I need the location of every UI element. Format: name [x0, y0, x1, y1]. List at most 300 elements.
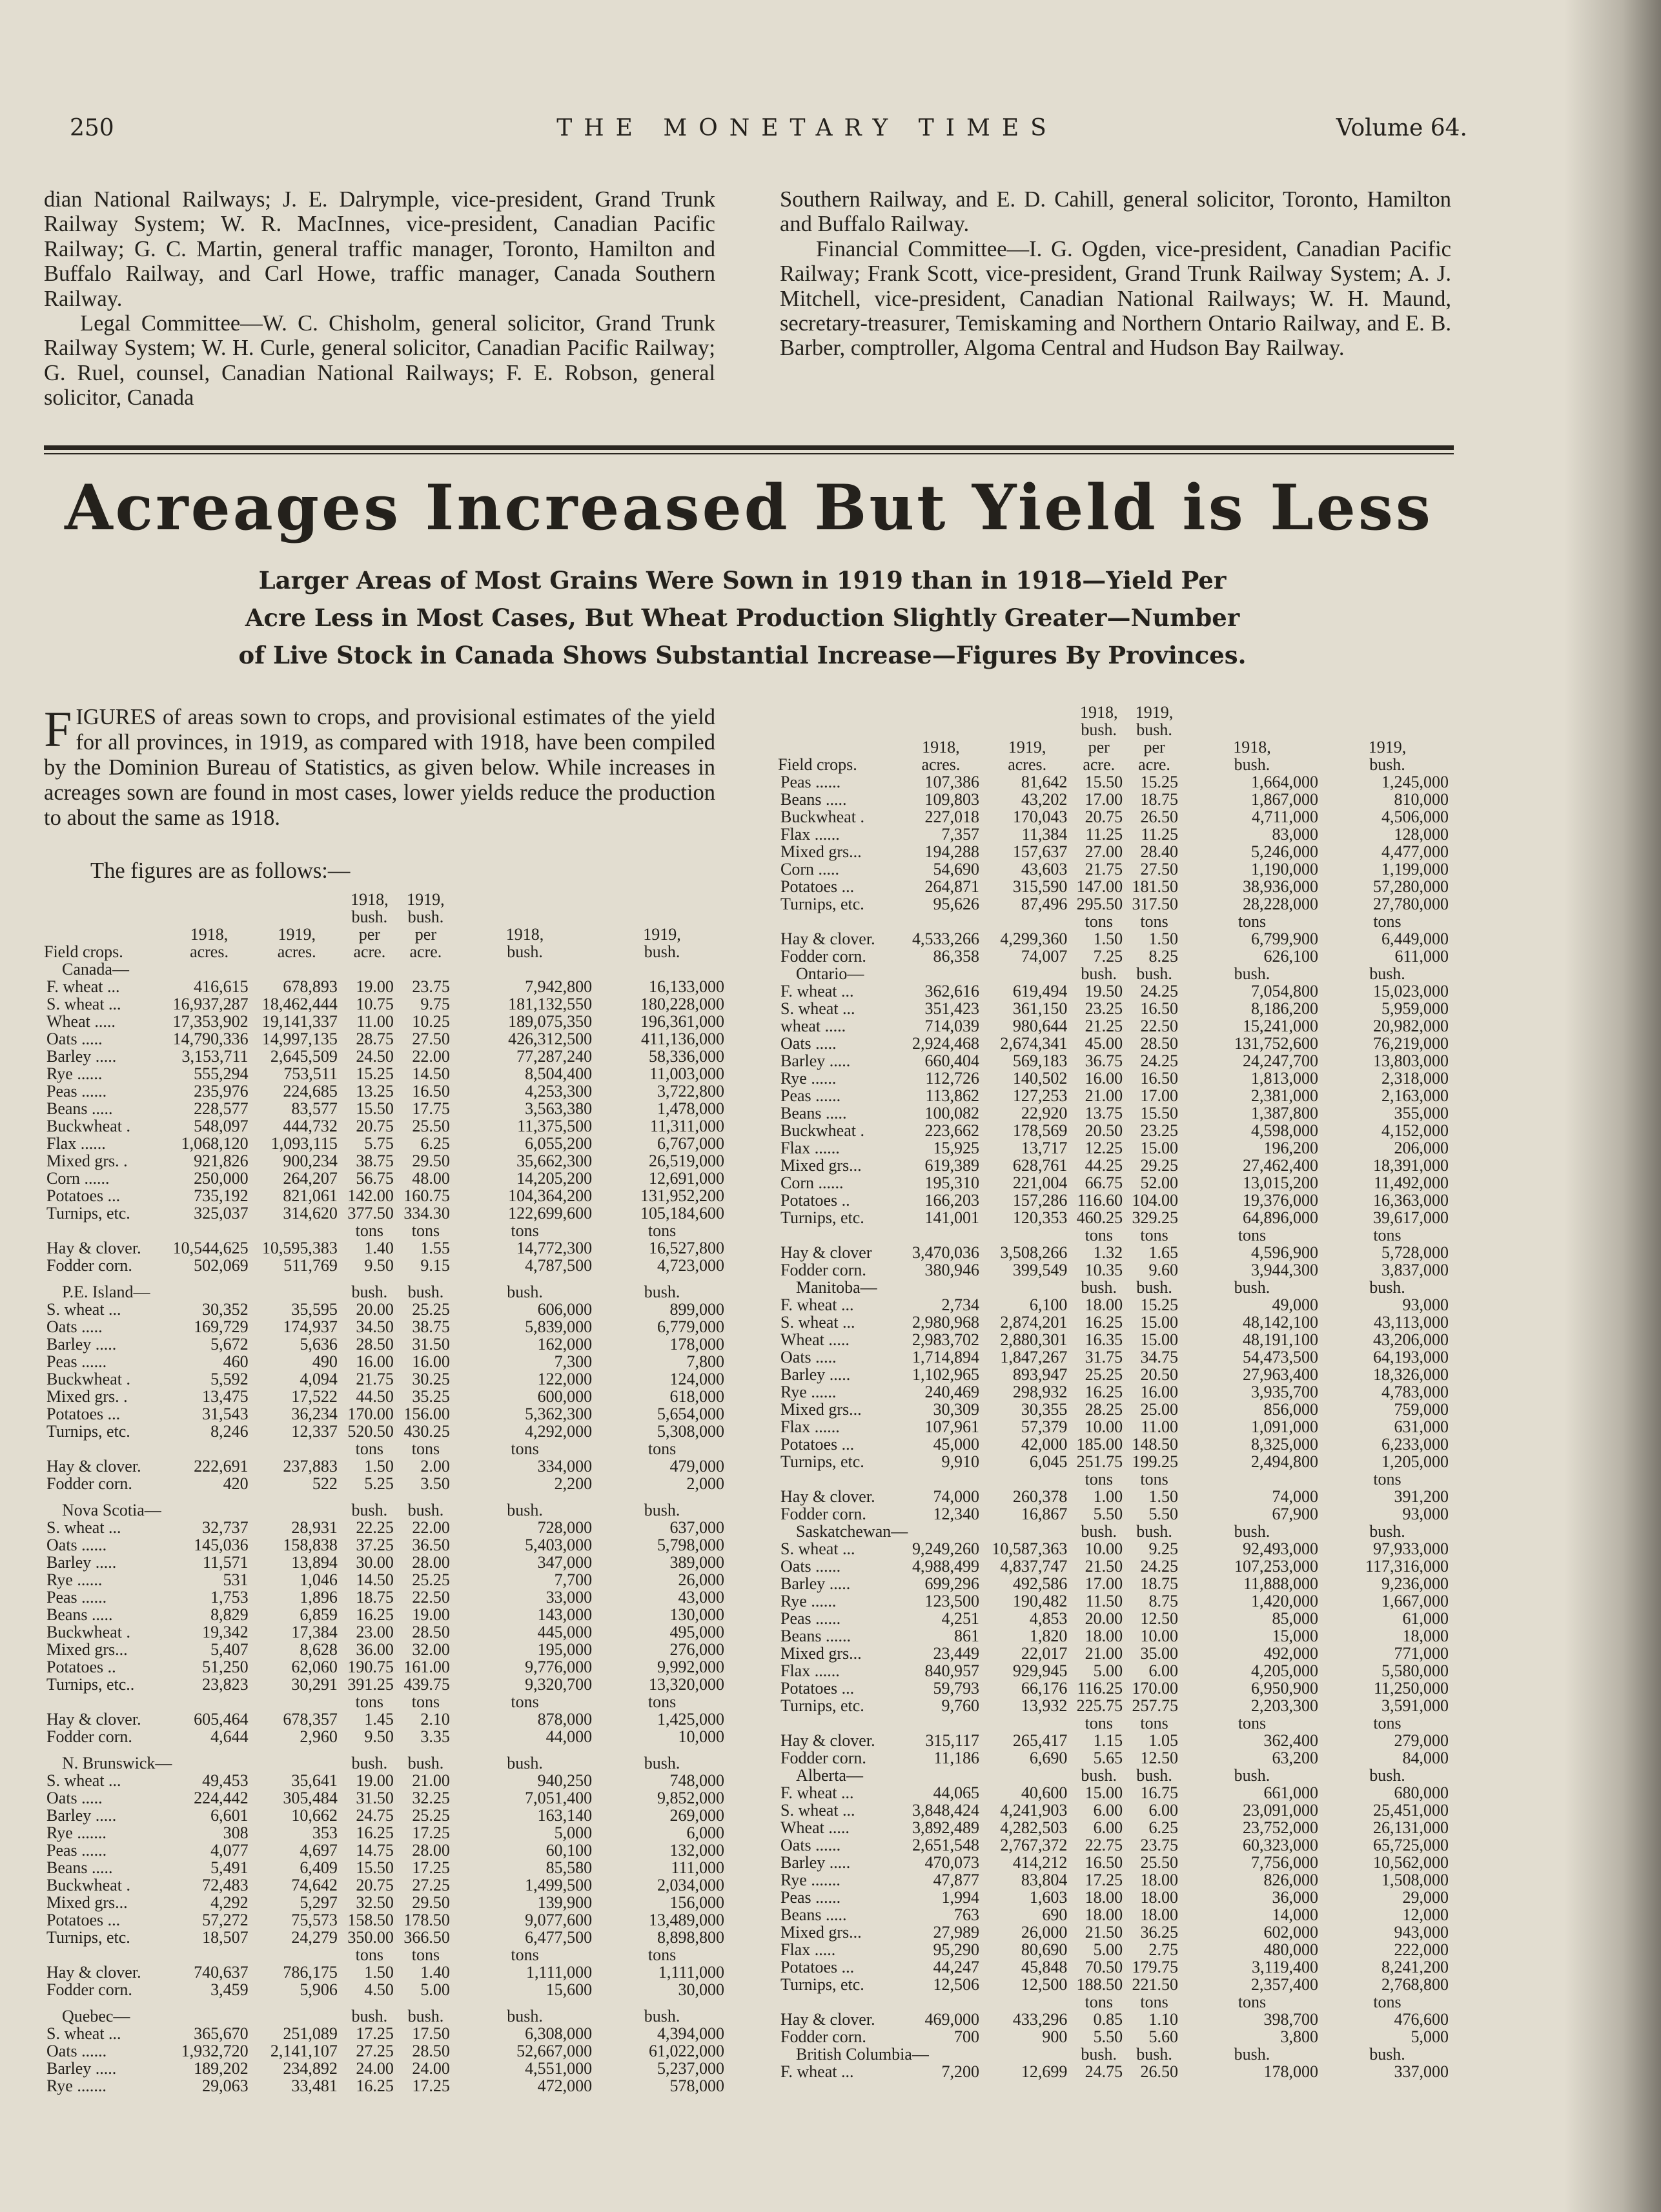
crop-value: 25.50: [1140, 1853, 1178, 1872]
crop-value: 430.25: [403, 1422, 450, 1441]
empty-cell: [983, 1767, 1071, 1784]
crop-value: 74,000: [933, 1487, 980, 1506]
crop-value: 714,039: [924, 1017, 980, 1035]
crop-value: 40,600: [1021, 1783, 1068, 1802]
crop-row: [44, 1170, 728, 1187]
crop-value: 4,506,000: [1381, 807, 1449, 826]
crop-value: 18.00: [1140, 1871, 1178, 1889]
crop-value: 260,378: [1012, 1487, 1068, 1506]
crop-value: 4,697: [300, 1841, 338, 1860]
crop-row: [44, 1013, 728, 1030]
header-line: bush.: [507, 942, 543, 961]
crop-value: 11.25: [1141, 825, 1178, 844]
region-name: Saskatchewan—: [796, 1522, 908, 1541]
crop-name: Peas ......: [780, 1609, 841, 1628]
crop-value: 8,241,200: [1381, 1958, 1449, 1976]
crop-row: [44, 1475, 728, 1492]
crop-name: Hay & clover.: [780, 929, 875, 948]
unit-label: [252, 1693, 341, 1710]
empty-cell: [166, 1754, 252, 1772]
empty-cell: [983, 2045, 1071, 2063]
crop-value: 10.75: [356, 995, 394, 1013]
crop-value: 377.50: [347, 1204, 394, 1223]
crop-value: 5.25: [364, 1474, 394, 1493]
unit-label: bush.: [1234, 964, 1270, 983]
crop-value: 24.25: [1140, 982, 1178, 1000]
crop-value: 36.75: [1085, 1051, 1123, 1070]
crop-row: [778, 1157, 1452, 1174]
crop-value: 1,896: [300, 1588, 338, 1607]
crop-value: 18.00: [1140, 1905, 1178, 1924]
header-line: bush.: [351, 908, 388, 926]
crop-name: Mixed grs...: [780, 1923, 862, 1942]
empty-cell: [166, 2007, 252, 2025]
crop-value: 22,017: [1021, 1644, 1068, 1663]
unit-label: [778, 1714, 899, 1732]
crop-value: 49,453: [202, 1771, 249, 1790]
crop-value: 17.50: [412, 2024, 450, 2043]
crop-value: 5,308,000: [657, 1422, 724, 1441]
crop-name: F. wheat ...: [780, 1783, 854, 1802]
crop-value: 23.25: [1140, 1121, 1178, 1140]
crop-row: [778, 773, 1452, 791]
crop-value: 54,473,500: [1243, 1348, 1319, 1366]
header-acres-1919: [252, 891, 341, 960]
crop-value: 17,522: [291, 1387, 338, 1406]
crop-name: Barley .....: [780, 1574, 851, 1593]
crop-value: 5,246,000: [1251, 842, 1319, 861]
crop-value: 9.50: [364, 1256, 394, 1275]
crop-value: 1.50: [1093, 929, 1123, 948]
crop-value: 36.25: [1140, 1923, 1178, 1942]
intro-text: IGURES of areas sown to crops, and provisional estimates of the yield for all provinces, in 1919, as compared with 1918, have been compiled by the Dominion Bureau of Statistics, as given below. While increases in acreages sown are found in most cases, lower yields reduce the production to about the same as 1918.: [44, 705, 715, 830]
crop-value: 83,000: [1272, 825, 1319, 844]
crop-value: 9.50: [364, 1727, 394, 1746]
crop-name: Rye .......: [780, 1871, 841, 1889]
crop-row: [778, 1331, 1452, 1348]
header-line: acres.: [277, 942, 316, 961]
empty-cell: [983, 1279, 1071, 1296]
crop-name: Corn ......: [46, 1169, 110, 1188]
crop-value: 22.50: [412, 1588, 450, 1607]
crop-value: 7,200: [941, 2062, 980, 2081]
crop-value: 308: [223, 1823, 249, 1842]
crop-value: 2,357,400: [1251, 1975, 1319, 1994]
crop-name: F. wheat ...: [780, 2062, 854, 2081]
crop-name: F. wheat ...: [780, 982, 854, 1000]
crop-row: [778, 1871, 1452, 1889]
spacer-cell: [44, 1745, 728, 1754]
crop-value: 3,837,000: [1381, 1261, 1449, 1279]
crop-value: 17,384: [291, 1623, 338, 1641]
spacer-cell: [44, 1274, 728, 1283]
crop-row: [44, 2060, 728, 2077]
crop-row: [44, 2077, 728, 2095]
crop-value: 15.50: [1140, 1104, 1178, 1122]
crop-value: 3,892,489: [912, 1818, 980, 1837]
crop-value: 1,111,000: [658, 1963, 724, 1982]
crop-value: 6,690: [1029, 1749, 1068, 1767]
crop-value: 23,752,000: [1243, 1818, 1319, 1837]
header-line: acre.: [1138, 755, 1170, 774]
crop-row: [778, 1087, 1452, 1104]
crop-value: 170.00: [1132, 1679, 1178, 1698]
crop-value: 35,595: [291, 1300, 338, 1319]
crop-row: [44, 1204, 728, 1222]
crop-row: [44, 995, 728, 1013]
crop-value: 11,492,000: [1373, 1173, 1449, 1192]
crop-name: S. wheat ...: [780, 1539, 855, 1558]
crop-value: 45,000: [933, 1435, 980, 1454]
crop-value: 67,900: [1272, 1505, 1319, 1523]
crop-value: 11.00: [1141, 1417, 1178, 1436]
crop-value: 105,184,600: [640, 1204, 724, 1223]
crop-row: [778, 1383, 1452, 1401]
crop-value: 30.00: [356, 1553, 394, 1572]
crop-value: 16.25: [356, 1605, 394, 1624]
crop-value: 85,000: [1272, 1609, 1319, 1628]
crop-value: 11.25: [1085, 825, 1123, 844]
crop-name: Mixed grs...: [46, 1893, 128, 1912]
crop-value: 188.50: [1076, 1975, 1123, 1994]
crop-value: 3,153,711: [181, 1047, 249, 1066]
crop-value: 2,768,800: [1381, 1975, 1449, 1994]
crop-value: 5.00: [1093, 1661, 1123, 1680]
crop-value: 1,199,000: [1381, 860, 1449, 878]
crop-value: 180,228,000: [640, 995, 724, 1013]
crop-row: [44, 1457, 728, 1475]
header-total-1919: [1322, 704, 1452, 773]
crop-value: 18.00: [1085, 1888, 1123, 1907]
region-row: [44, 960, 728, 978]
unit-label: bush.: [1369, 1522, 1405, 1541]
crop-value: 19.00: [356, 1771, 394, 1790]
crop-value: 18.00: [1085, 1627, 1123, 1645]
crop-value: 160.75: [403, 1186, 450, 1205]
crop-value: 1.40: [420, 1963, 450, 1982]
crop-value: 44,065: [933, 1783, 980, 1802]
unit-label: [44, 1440, 166, 1457]
crop-value: 399,549: [1012, 1261, 1068, 1279]
crop-value: 861: [954, 1627, 980, 1645]
crop-row: [778, 1261, 1452, 1279]
crop-value: 4,299,360: [1000, 929, 1068, 948]
crop-value: 8.25: [1148, 947, 1178, 966]
crop-value: 97,933,000: [1373, 1539, 1449, 1558]
crop-value: 4,251: [941, 1609, 980, 1628]
crop-value: 5.75: [364, 1134, 394, 1153]
crop-row: [44, 978, 728, 995]
crop-value: 2,651,548: [912, 1836, 980, 1854]
crop-value: 116.60: [1077, 1191, 1123, 1210]
crop-value: 18.00: [1140, 1888, 1178, 1907]
crop-name: Rye ......: [46, 1570, 103, 1589]
crop-value: 15.25: [356, 1064, 394, 1083]
crop-value: 1,499,500: [525, 1876, 593, 1894]
crop-value: 6,799,900: [1251, 929, 1319, 948]
crop-value: 6.00: [1148, 1801, 1178, 1820]
crop-value: 4,205,000: [1251, 1661, 1319, 1680]
crop-value: 17.25: [412, 1823, 450, 1842]
crop-value: 1.05: [1148, 1731, 1178, 1750]
crop-value: 43,000: [678, 1588, 724, 1607]
crop-value: 240,469: [924, 1383, 980, 1401]
crop-value: 189,202: [194, 2059, 249, 2078]
crop-value: 57,379: [1021, 1417, 1068, 1436]
crop-name: Oats .....: [780, 1034, 837, 1053]
crop-value: 72,483: [202, 1876, 249, 1894]
unit-label: [983, 913, 1071, 930]
crop-value: 39,617,000: [1373, 1208, 1449, 1227]
crop-value: 6,767,000: [657, 1134, 724, 1153]
crop-row: [778, 1749, 1452, 1767]
crop-name: Turnips, etc.: [46, 1204, 130, 1223]
crop-value: 15.50: [356, 1858, 394, 1877]
crop-value: 38.75: [356, 1152, 394, 1170]
crop-value: 1.50: [1148, 929, 1178, 948]
crop-name: Flax ......: [780, 825, 840, 844]
crop-value: 264,871: [924, 877, 980, 896]
crop-value: 606,000: [537, 1300, 593, 1319]
crop-value: 5.65: [1093, 1749, 1123, 1767]
crop-value: 6,308,000: [525, 2024, 593, 2043]
crop-value: 12,337: [291, 1422, 338, 1441]
crop-value: 15,241,000: [1243, 1017, 1319, 1035]
crop-name: S. wheat ...: [46, 1300, 121, 1319]
crop-value: 337,000: [1394, 2062, 1449, 2081]
crop-value: 11,888,000: [1243, 1574, 1319, 1593]
crop-value: 1,068,120: [181, 1134, 249, 1153]
crop-value: 6,950,900: [1251, 1679, 1319, 1698]
crop-value: 492,000: [1263, 1644, 1319, 1663]
crop-value: 74,007: [1021, 947, 1068, 966]
crop-value: 14.75: [356, 1841, 394, 1860]
crop-row: [44, 1772, 728, 1789]
crop-value: 8,186,200: [1251, 999, 1319, 1018]
crop-value: 112,726: [925, 1069, 980, 1088]
crop-value: 34.75: [1140, 1348, 1178, 1366]
crop-row: [778, 1732, 1452, 1749]
spacer-row: [44, 1745, 728, 1754]
crop-value: 416,615: [194, 977, 249, 996]
crop-row: [778, 1958, 1452, 1976]
units-row: [778, 1714, 1452, 1732]
unit-label: [166, 1440, 252, 1457]
crop-row: [778, 930, 1452, 948]
crop-value: 35.00: [1140, 1644, 1178, 1663]
crop-value: 27.25: [412, 1876, 450, 1894]
unit-label: bush.: [1081, 2045, 1117, 2064]
crop-value: 878,000: [537, 1710, 593, 1729]
crop-value: 24.00: [356, 2059, 394, 2078]
crop-name: Peas ......: [780, 1086, 841, 1105]
unit-label: [983, 1470, 1071, 1488]
crop-value: 33,000: [545, 1588, 593, 1607]
header-line: 1918,: [190, 925, 229, 944]
crop-value: 24.75: [356, 1806, 394, 1825]
region-row: [44, 1754, 728, 1772]
crop-value: 6,409: [300, 1858, 338, 1877]
header-total-1918: [1182, 704, 1322, 773]
header-line: 1918,: [351, 890, 389, 909]
unit-label: bush.: [1369, 2045, 1405, 2064]
crop-value: 1,387,800: [1251, 1104, 1319, 1122]
table-header: [778, 704, 1452, 773]
region-row: [778, 1279, 1452, 1296]
crop-value: 27,780,000: [1373, 895, 1449, 913]
crop-value: 74,000: [1272, 1487, 1319, 1506]
crop-name: Potatoes ...: [46, 1186, 121, 1205]
deck-line: Larger Areas of Most Grains Were Sown in 1919 than in 1918—Yield Per: [258, 566, 1227, 594]
unit-label: bush.: [1136, 2045, 1172, 2064]
crop-value: 52,667,000: [516, 2042, 593, 2060]
crop-value: 12,500: [1021, 1975, 1068, 1994]
crop-name: Corn ......: [780, 1173, 844, 1192]
crop-value: 104.00: [1132, 1191, 1178, 1210]
crop-name: Turnips, etc.: [780, 1452, 864, 1471]
header-line: acres.: [1008, 755, 1047, 774]
crop-row: [44, 1048, 728, 1065]
region-row: [778, 965, 1452, 982]
crop-value: 222,000: [1394, 1940, 1449, 1959]
crop-value: 48,191,100: [1243, 1330, 1319, 1349]
crop-value: 6.00: [1093, 1801, 1123, 1820]
crop-value: 222,691: [194, 1457, 249, 1476]
crop-value: 43,206,000: [1373, 1330, 1449, 1349]
crop-value: 145,036: [194, 1536, 249, 1554]
crop-name: Oats ......: [46, 1536, 107, 1554]
crop-value: 5,000: [554, 1823, 593, 1842]
crop-value: 23,449: [933, 1644, 980, 1663]
crop-value: 22.50: [1140, 1017, 1178, 1035]
units-row: [778, 1993, 1452, 2011]
crop-value: 10.00: [1140, 1627, 1178, 1645]
crop-value: 18.75: [356, 1588, 394, 1607]
unit-label: tons: [1085, 1714, 1113, 1732]
crop-value: 411,136,000: [640, 1030, 724, 1048]
crop-value: 19.50: [1085, 982, 1123, 1000]
crop-value: 4,711,000: [1251, 807, 1319, 826]
crop-value: 1,205,000: [1381, 1452, 1449, 1471]
crop-value: 391.25: [347, 1675, 394, 1694]
crop-row: [44, 1187, 728, 1204]
crop-value: 1,714,894: [912, 1348, 980, 1366]
crop-value: 16,527,800: [649, 1239, 724, 1257]
crop-value: 75,573: [291, 1911, 338, 1929]
crop-row: [778, 1505, 1452, 1523]
crop-value: 11,250,000: [1373, 1679, 1449, 1698]
crop-row: [44, 1554, 728, 1571]
unit-label: tons: [355, 1945, 384, 1964]
crop-value: 6,779,000: [657, 1317, 724, 1336]
unit-label: bush.: [407, 2007, 444, 2025]
crop-value: 279,000: [1394, 1731, 1449, 1750]
crop-value: 16.50: [412, 1082, 450, 1101]
crop-value: 9,910: [941, 1452, 980, 1471]
crop-value: 20.50: [1085, 1121, 1123, 1140]
crop-value: 317.50: [1132, 895, 1178, 913]
crop-value: 11.50: [1085, 1592, 1123, 1610]
crop-name: Peas ......: [46, 1588, 107, 1607]
crop-value: 4,394,000: [657, 2024, 724, 2043]
header-acres-1919: [983, 704, 1071, 773]
crop-row: [44, 1710, 728, 1728]
crop-row: [778, 1192, 1452, 1209]
header-line: per: [358, 925, 380, 944]
crop-value: 943,000: [1394, 1923, 1449, 1942]
header-line: 1918,: [922, 738, 960, 756]
crop-value: 92,493,000: [1243, 1539, 1319, 1558]
unit-label: tons: [1238, 1714, 1267, 1732]
crop-name: Buckwheat .: [46, 1370, 130, 1388]
empty-cell: [899, 1523, 983, 1540]
drop-cap: F: [44, 701, 72, 757]
crop-value: 190,482: [1012, 1592, 1068, 1610]
crop-value: 492,586: [1012, 1574, 1068, 1593]
crop-value: 9.75: [420, 995, 450, 1013]
crop-row: [44, 1388, 728, 1405]
unit-label: bush.: [1369, 1278, 1405, 1297]
crop-value: 143,000: [537, 1605, 593, 1624]
crop-value: 12,340: [933, 1505, 980, 1523]
crop-value: 6,000: [686, 1823, 724, 1842]
crop-value: 5,672: [210, 1335, 249, 1354]
crop-value: 31.75: [1085, 1348, 1123, 1366]
crop-value: 15.00: [1085, 1783, 1123, 1802]
crop-value: 626,100: [1263, 947, 1319, 966]
crop-value: 66,176: [1021, 1679, 1068, 1698]
crop-value: 251,089: [283, 2024, 338, 2043]
crop-value: 195,000: [537, 1640, 593, 1659]
crop-value: 426,312,500: [508, 1030, 593, 1048]
header-per-acre-1919: [398, 891, 454, 960]
crop-value: 2,734: [941, 1295, 980, 1314]
crop-value: 414,212: [1012, 1853, 1068, 1872]
crop-value: 380,946: [924, 1261, 980, 1279]
deck-line: of Live Stock in Canada Shows Substantial Increase—Figures By Provinces.: [238, 641, 1247, 669]
crop-value: 20.00: [1085, 1609, 1123, 1628]
crop-name: Potatoes ...: [780, 1679, 855, 1698]
empty-cell: [899, 1279, 983, 1296]
region-row: [44, 1283, 728, 1301]
unit-label: [899, 1714, 983, 1732]
crop-value: 60,100: [545, 1841, 593, 1860]
crop-name: Fodder corn.: [780, 2027, 866, 2046]
crop-value: 223,662: [924, 1121, 980, 1140]
header-row: [44, 891, 728, 960]
crop-value: 1,603: [1029, 1888, 1068, 1907]
crop-value: 619,494: [1012, 982, 1068, 1000]
unit-label: tons: [647, 1692, 677, 1711]
crop-value: 85,580: [545, 1858, 593, 1877]
unit-label: [1182, 1470, 1322, 1488]
crop-value: 15.50: [1085, 773, 1123, 791]
crop-name: Buckwheat .: [46, 1623, 130, 1641]
crop-value: 49,000: [1272, 1295, 1319, 1314]
crop-row: [778, 1366, 1452, 1383]
crop-value: 826,000: [1263, 1871, 1319, 1889]
crop-value: 14,000: [1272, 1905, 1319, 1924]
unit-label: tons: [1373, 912, 1401, 931]
crop-value: 7,700: [554, 1570, 593, 1589]
crop-value: 14,772,300: [516, 1239, 593, 1257]
unit-label: bush.: [407, 1501, 444, 1519]
unit-label: bush.: [1369, 964, 1405, 983]
crop-value: 16.50: [1085, 1853, 1123, 1872]
crop-row: [44, 1842, 728, 1859]
crop-value: 511,769: [283, 1256, 338, 1275]
crop-value: 122,699,600: [508, 1204, 593, 1223]
